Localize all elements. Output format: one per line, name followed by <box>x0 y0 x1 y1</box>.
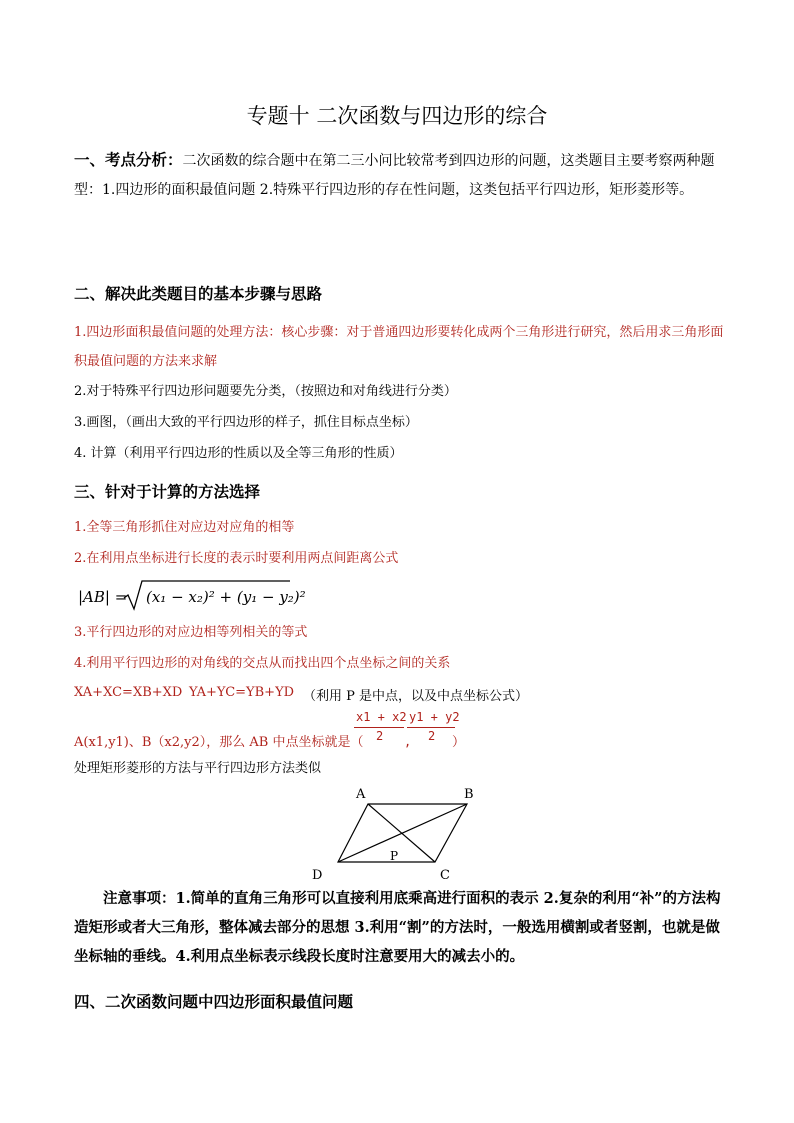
section4-heading: 四、二次函数问题中四边形面积最值问题 <box>74 992 354 1011</box>
frac2-numerator: y1 + y2 <box>409 710 460 724</box>
frac-separator: , <box>404 735 412 749</box>
section3-heading: 三、针对于计算的方法选择 <box>74 482 261 501</box>
frac2-bar <box>407 727 455 728</box>
section1-heading: 一、考点分析： <box>74 150 183 169</box>
section3-item4: 4.利用平行四边形的对角线的交点从而找出四个点坐标之间的关系 <box>74 656 451 671</box>
page-title: 专题十 二次函数与四边形的综合 <box>246 104 548 128</box>
frac1-denominator: 2 <box>376 729 384 743</box>
parallelogram-diagram <box>300 782 500 882</box>
frac1-bar <box>354 727 404 728</box>
sum-x-formula: XA+XC=XB+XD <box>74 685 183 700</box>
midpoint-suffix: ） <box>452 735 466 750</box>
section2-item1 <box>74 318 724 376</box>
section2-item2: 2.对于特殊平行四边形问题要先分类，（按照边和对角线进行分类） <box>74 384 457 399</box>
frac2-denominator: 2 <box>428 729 436 743</box>
item1-core: 核心步骤：对于普通四边形要转化成两个三角形进行研究，然后用求三角形面积最值问题的方法来求解 <box>74 325 724 369</box>
section1-paragraph <box>74 145 724 205</box>
section3-item2: 2.在利用点坐标进行长度的表示时要利用两点间距离公式 <box>74 551 399 566</box>
section2-heading: 二、解决此类题目的基本步骤与思路 <box>74 284 323 303</box>
diagonal-bd <box>338 804 467 862</box>
section3-item3: 3.平行四边形的对应边相等列相关的等式 <box>74 625 308 640</box>
item1-prefix: 1.四边形面积最值问题的处理方法： <box>74 325 282 340</box>
sum-note: （利用 P 是中点，以及中点坐标公式） <box>303 689 529 704</box>
section1-text: 二次函数的综合题中在第二三小问比较常考到四边形的问题，这类题目主要考察两种题型：1.四边形的面积最值问题 2.特殊平行四边形的存在性问题，这类包括平行四边形，矩形菱形等。 <box>74 153 715 198</box>
vertex-c-label: C <box>440 868 450 882</box>
vertex-b-label: B <box>464 787 474 802</box>
frac1-numerator: x1 + x2 <box>356 710 407 724</box>
intersection-p-label: P <box>390 849 399 863</box>
vertex-a-label: A <box>356 787 366 802</box>
sum-y-formula: YA+YC=YB+YD <box>189 685 295 700</box>
section2-item3: 3.画图，（画出大致的平行四边形的样子，抓住目标点坐标） <box>74 415 418 430</box>
rect-note: 处理矩形菱形的方法与平行四边形方法类似 <box>74 761 322 776</box>
vertex-d-label: D <box>312 868 323 882</box>
notice-paragraph: 注意事项：1.简单的直角三角形可以直接利用底乘高进行面积的表示 2.复杂的利用“补”的方法构造矩形或者大三角形，整体减去部分的思想 3.利用“割”的方法时，一般选用横割或者竖割，也就是做坐标轴的垂线。4.利用点坐标表示线段长度时注意要用大的减去小的。 <box>74 890 721 965</box>
section2-item4: 4. 计算（利用平行四边形的性质以及全等三角形的性质） <box>74 446 403 461</box>
midpoint-prefix: A(x1,y1)、B（x2,y2），那么 AB 中点坐标就是（ <box>74 735 364 750</box>
formula-rhs: (x₁ − x₂)² + (y₁ − y₂)² <box>146 588 306 606</box>
section3-item1: 1.全等三角形抓住对应边对应角的相等 <box>74 520 295 535</box>
formula-lhs: |AB| = <box>78 588 128 606</box>
